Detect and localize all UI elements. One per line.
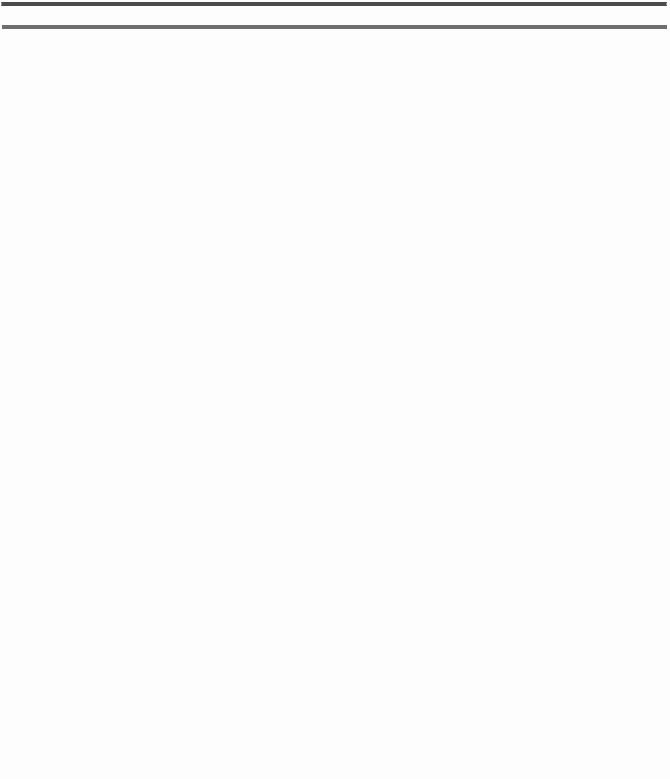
- bottom-water-quality-table: [2, 25, 667, 29]
- top-water-quality-table: [1, 2, 667, 6]
